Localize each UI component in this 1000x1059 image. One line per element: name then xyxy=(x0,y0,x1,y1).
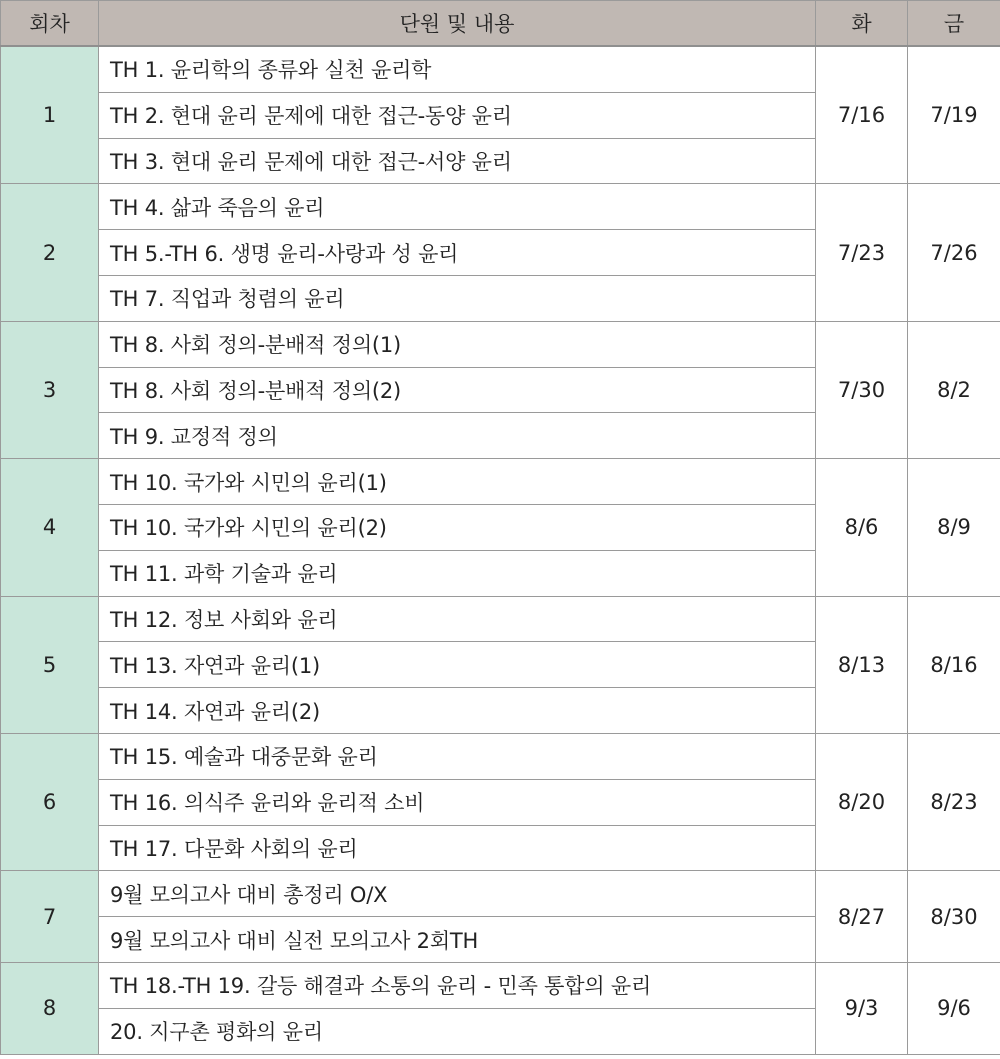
table-row xyxy=(1,733,1000,779)
tuesday-date: 8/27 xyxy=(816,871,908,963)
content-item: TH 5.-TH 6. 생명 윤리-사랑과 성 윤리 xyxy=(99,230,816,276)
header-tuesday: 화 xyxy=(816,1,908,47)
friday-date: 8/16 xyxy=(908,596,1000,733)
tuesday-date: 8/6 xyxy=(816,459,908,596)
tuesday-date: 7/30 xyxy=(816,321,908,458)
table-header xyxy=(1,1,1000,47)
content-item: TH 3. 현대 윤리 문제에 대한 접근-서양 윤리 xyxy=(99,138,816,184)
content-item: TH 12. 정보 사회와 윤리 xyxy=(99,596,816,642)
session-number: 3 xyxy=(1,321,99,458)
table-row xyxy=(1,184,1000,230)
content-item: TH 17. 다문화 사회의 윤리 xyxy=(99,825,816,871)
header-row xyxy=(1,1,1000,47)
content-item: TH 11. 과학 기술과 윤리 xyxy=(99,550,816,596)
friday-date: 8/2 xyxy=(908,321,1000,458)
content-item: TH 4. 삶과 죽음의 윤리 xyxy=(99,184,816,230)
friday-date: 9/6 xyxy=(908,962,1000,1054)
content-item: TH 2. 현대 윤리 문제에 대한 접근-동양 윤리 xyxy=(99,92,816,138)
table-row xyxy=(1,962,1000,1008)
content-item: TH 7. 직업과 청렴의 윤리 xyxy=(99,275,816,321)
tuesday-date: 7/23 xyxy=(816,184,908,321)
content-item: 20. 지구촌 평화의 윤리 xyxy=(99,1008,816,1054)
content-item: TH 9. 교정적 정의 xyxy=(99,413,816,459)
session-number: 8 xyxy=(1,962,99,1054)
content-item: TH 1. 윤리학의 종류와 실천 윤리학 xyxy=(99,46,816,92)
friday-date: 8/30 xyxy=(908,871,1000,963)
table-row xyxy=(1,321,1000,367)
content-item: TH 8. 사회 정의-분배적 정의(2) xyxy=(99,367,816,413)
friday-date: 7/26 xyxy=(908,184,1000,321)
content-item: TH 14. 자연과 윤리(2) xyxy=(99,688,816,734)
header-friday: 금 xyxy=(908,1,1000,47)
session-number: 6 xyxy=(1,733,99,870)
table-row xyxy=(1,596,1000,642)
content-item: TH 10. 국가와 시민의 윤리(1) xyxy=(99,459,816,505)
content-item: 9월 모의고사 대비 총정리 O/X xyxy=(99,871,816,917)
friday-date: 8/9 xyxy=(908,459,1000,596)
table-row xyxy=(1,871,1000,917)
tuesday-date: 8/20 xyxy=(816,733,908,870)
content-item: TH 8. 사회 정의-분배적 정의(1) xyxy=(99,321,816,367)
session-number: 2 xyxy=(1,184,99,321)
content-item: TH 18.-TH 19. 갈등 해결과 소통의 윤리 - 민족 통합의 윤리 xyxy=(99,962,816,1008)
session-number: 5 xyxy=(1,596,99,733)
table-body xyxy=(1,46,1000,1054)
session-number: 7 xyxy=(1,871,99,963)
content-item: TH 16. 의식주 윤리와 윤리적 소비 xyxy=(99,779,816,825)
tuesday-date: 7/16 xyxy=(816,46,908,184)
content-item: 9월 모의고사 대비 실전 모의고사 2회TH xyxy=(99,917,816,963)
friday-date: 8/23 xyxy=(908,733,1000,870)
tuesday-date: 9/3 xyxy=(816,962,908,1054)
header-content: 단원 및 내용 xyxy=(99,1,816,47)
content-item: TH 10. 국가와 시민의 윤리(2) xyxy=(99,504,816,550)
table-row xyxy=(1,459,1000,505)
friday-date: 7/19 xyxy=(908,46,1000,184)
content-item: TH 15. 예술과 대중문화 윤리 xyxy=(99,733,816,779)
content-item: TH 13. 자연과 윤리(1) xyxy=(99,642,816,688)
table-row xyxy=(1,46,1000,92)
tuesday-date: 8/13 xyxy=(816,596,908,733)
session-number: 1 xyxy=(1,46,99,184)
session-number: 4 xyxy=(1,459,99,596)
header-session: 회차 xyxy=(1,1,99,47)
